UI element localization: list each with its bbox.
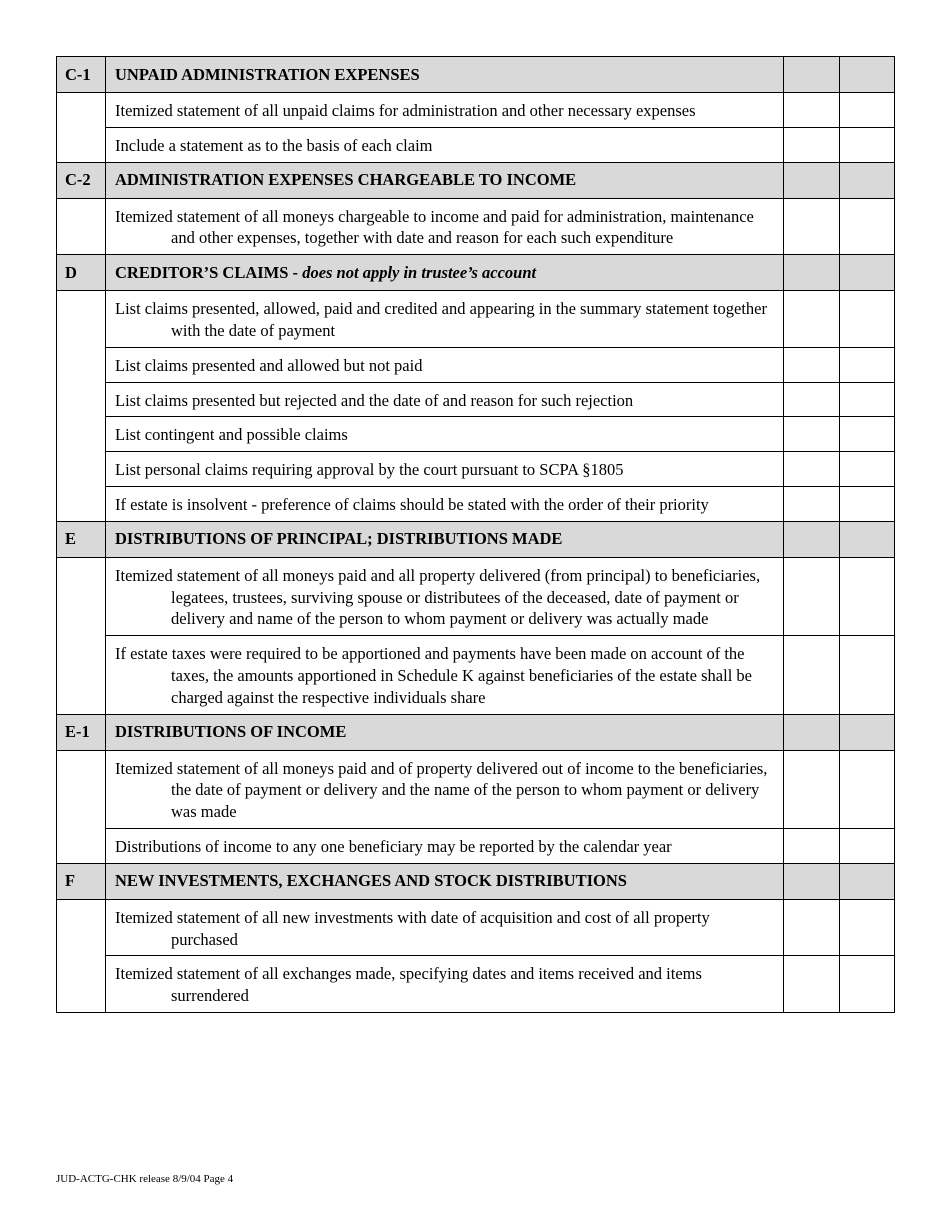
item-text: List personal claims requiring approval by the court pursuant to SCPA §1805 (115, 460, 624, 480)
check-cell-1[interactable] (784, 750, 840, 828)
section-code: E-1 (57, 714, 106, 750)
header-check-cell-2 (840, 255, 895, 291)
checklist-row (57, 417, 895, 452)
check-cell-2[interactable] (840, 198, 895, 255)
item-description (106, 127, 784, 162)
section-title-text: DISTRIBUTIONS OF INCOME (115, 722, 347, 742)
check-cell-2[interactable] (840, 750, 895, 828)
blank-code-cell (57, 291, 106, 522)
item-description (106, 347, 784, 382)
page-footer: JUD-ACTG-CHK release 8/9/04 Page 4 (56, 1173, 234, 1185)
item-description (106, 417, 784, 452)
check-cell-1[interactable] (784, 382, 840, 417)
check-cell-1[interactable] (784, 291, 840, 348)
check-cell-1[interactable] (784, 557, 840, 635)
item-text: Itemized statement of all moneys paid and of property delivered out of income to the beneficiaries, the date of payment or delivery and the name of the person to whom payment or delivery was made (115, 758, 768, 822)
check-cell-1[interactable] (784, 486, 840, 521)
header-check-cell-1 (784, 162, 840, 198)
check-cell-2[interactable] (840, 417, 895, 452)
item-text: Distributions of income to any one beneficiary may be reported by the calendar year (115, 836, 672, 856)
check-cell-2[interactable] (840, 828, 895, 863)
item-description (106, 93, 784, 128)
section-header-e-1 (57, 714, 895, 750)
item-description (106, 382, 784, 417)
checklist-row (57, 198, 895, 255)
check-cell-1[interactable] (784, 452, 840, 487)
section-header-f (57, 863, 895, 899)
checklist-row (57, 93, 895, 128)
check-cell-1[interactable] (784, 899, 840, 956)
checklist-row (57, 382, 895, 417)
header-check-cell-2 (840, 521, 895, 557)
header-check-cell-2 (840, 714, 895, 750)
item-description (106, 636, 784, 714)
item-text: If estate is insolvent - preference of claims should be stated with the order of their priority (115, 494, 709, 514)
item-text: List claims presented, allowed, paid and credited and appearing in the summary statement together with the date of payment (115, 299, 767, 340)
section-code: D (57, 255, 106, 291)
header-check-cell-1 (784, 714, 840, 750)
item-text: Itemized statement of all exchanges made, specifying dates and items received and items surrendered (115, 964, 702, 1006)
section-title (106, 521, 784, 557)
check-cell-2[interactable] (840, 899, 895, 956)
check-cell-2[interactable] (840, 347, 895, 382)
section-title-text: CREDITOR’S CLAIMS - (115, 262, 303, 282)
item-description (106, 486, 784, 521)
item-description (106, 750, 784, 828)
check-cell-2[interactable] (840, 956, 895, 1013)
checklist-table (56, 56, 895, 1013)
header-check-cell-2 (840, 57, 895, 93)
checklist-row (57, 828, 895, 863)
check-cell-1[interactable] (784, 127, 840, 162)
checklist-row (57, 750, 895, 828)
checklist-row (57, 486, 895, 521)
checklist-row (57, 636, 895, 714)
item-text: Itemized statement of all moneys chargeable to income and paid for administration, maintenance and other expenses, together with date and reason for each such expenditure (115, 206, 754, 248)
section-code: C-1 (57, 57, 106, 93)
item-description (106, 291, 784, 348)
check-cell-2[interactable] (840, 127, 895, 162)
header-check-cell-1 (784, 57, 840, 93)
check-cell-2[interactable] (840, 93, 895, 128)
header-check-cell-1 (784, 521, 840, 557)
section-code: F (57, 863, 106, 899)
item-description (106, 198, 784, 255)
checklist-row (57, 127, 895, 162)
item-text: List claims presented but rejected and the date of and reason for such rejection (115, 390, 634, 410)
check-cell-2[interactable] (840, 382, 895, 417)
header-check-cell-2 (840, 863, 895, 899)
check-cell-1[interactable] (784, 956, 840, 1013)
header-check-cell-1 (784, 255, 840, 291)
section-title-text: DISTRIBUTIONS OF PRINCIPAL; DISTRIBUTIONS MADE (115, 529, 563, 549)
section-header-c-1 (57, 57, 895, 93)
check-cell-1[interactable] (784, 636, 840, 714)
check-cell-2[interactable] (840, 636, 895, 714)
blank-code-cell (57, 198, 106, 255)
item-text: Itemized statement of all new investments with date of acquisition and cost of all property purchased (115, 907, 710, 949)
item-text: List claims presented and allowed but not paid (115, 355, 423, 375)
header-check-cell-1 (784, 863, 840, 899)
section-title (106, 714, 784, 750)
check-cell-1[interactable] (784, 417, 840, 452)
check-cell-2[interactable] (840, 486, 895, 521)
item-description (106, 899, 784, 956)
check-cell-1[interactable] (784, 93, 840, 128)
checklist-row (57, 899, 895, 956)
section-title-note: does not apply in trustee’s account (302, 262, 537, 282)
check-cell-1[interactable] (784, 828, 840, 863)
checklist-row (57, 291, 895, 348)
section-title-text: UNPAID ADMINISTRATION EXPENSES (115, 64, 420, 84)
section-title (106, 255, 784, 291)
check-cell-1[interactable] (784, 198, 840, 255)
section-title (106, 863, 784, 899)
section-title-text: ADMINISTRATION EXPENSES CHARGEABLE TO INCOME (115, 170, 577, 190)
section-code: C-2 (57, 162, 106, 198)
section-title (106, 57, 784, 93)
item-description (106, 557, 784, 635)
checklist-row (57, 452, 895, 487)
check-cell-1[interactable] (784, 347, 840, 382)
blank-code-cell (57, 557, 106, 714)
blank-code-cell (57, 93, 106, 163)
item-text: Itemized statement of all moneys paid and all property delivered (from principal) to beneficiaries, legatees, trustees, surviving spouse or distributees of the deceased, date of payment or delivery and name of the person to whom payment or delivery was actually made (115, 565, 761, 629)
section-header-c-2 (57, 162, 895, 198)
item-description (106, 956, 784, 1013)
section-title-text: NEW INVESTMENTS, EXCHANGES AND STOCK DISTRIBUTIONS (115, 871, 627, 891)
item-description (106, 828, 784, 863)
item-text: Include a statement as to the basis of each claim (115, 135, 433, 155)
check-cell-2[interactable] (840, 291, 895, 348)
section-header-d (57, 255, 895, 291)
header-check-cell-2 (840, 162, 895, 198)
section-code: E (57, 521, 106, 557)
section-header-e (57, 521, 895, 557)
checklist-row (57, 557, 895, 635)
check-cell-2[interactable] (840, 557, 895, 635)
section-title (106, 162, 784, 198)
item-text: Itemized statement of all unpaid claims for administration and other necessary expenses (115, 101, 696, 120)
checklist-row (57, 956, 895, 1013)
item-text: If estate taxes were required to be apportioned and payments have been made on account of the taxes, the amounts apportioned in Schedule K against beneficiaries of the estate shall be charged against the respective individuals share (115, 644, 752, 707)
item-text: List contingent and possible claims (115, 425, 348, 445)
check-cell-2[interactable] (840, 452, 895, 487)
checklist-row (57, 347, 895, 382)
blank-code-cell (57, 750, 106, 863)
item-description (106, 452, 784, 487)
blank-code-cell (57, 899, 106, 1012)
